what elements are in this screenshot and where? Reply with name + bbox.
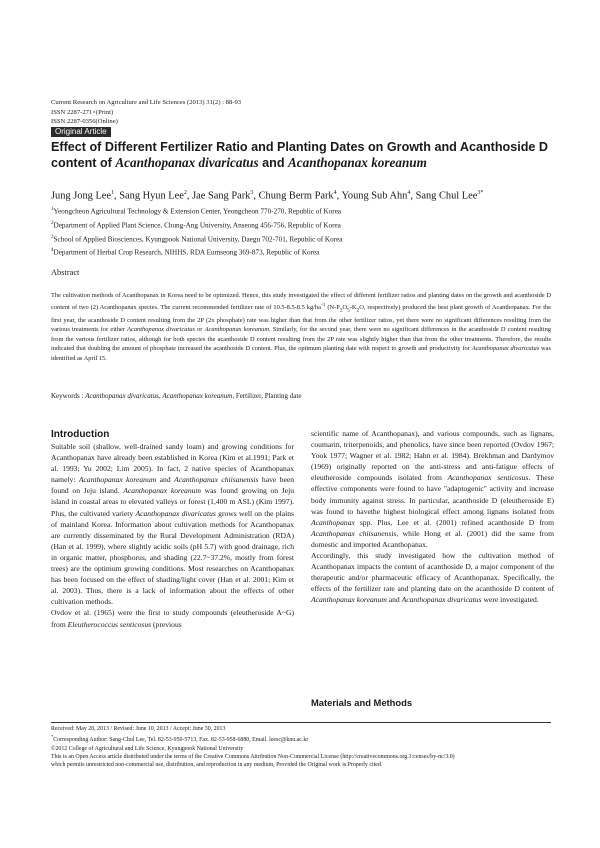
abstract-span: (N-P: [325, 303, 340, 311]
affiliation-text: Yeongcheon Agricultural Technology & Extension Center, Yeongcheon 770-270, Republic of Korea: [53, 207, 342, 216]
author-list: Jung Jong Lee$^1$, Sang Hyun Lee$^2$, Jae Sang Park$^3$, Chung Berm Park$^4$, Young Sub Ahn$^4$, Sang Chul Lee$^{3*}$: [51, 190, 484, 202]
title-species-1: Acanthopanax divaricatus: [115, 155, 259, 170]
affiliation-sup: 4: [51, 248, 54, 254]
title-text: Effect of Different Fertilizer Ratio and Planting Dates on Growth and Acanthoside D content of: [51, 140, 549, 170]
author-sup: 3: [250, 190, 254, 196]
article-title: [51, 140, 571, 171]
author-sup: 4: [407, 190, 411, 196]
abstract-span: The cultivation methods of Acanthopanax in Korea need to be optimized. Hence, this study investigated the effect of different fertilizer ratios and planting dates on the growth and acanthoside D content of two (2) Acanthopanax species. The current recommended fertilizer rate of 10.5-8.5-8.5 kg/ha: [51, 292, 551, 311]
intro-paragraph: [51, 607, 294, 629]
affiliation-sup: 3: [51, 234, 54, 240]
received-dates: Received: May 20, 2013 / Revised: June 10, 2013 / Accept: June 30, 2013: [51, 726, 226, 732]
abstract-span: O: [342, 303, 348, 311]
intro-span: grows well on the plains of mainland Korea. Information about cultivation methods for Acanthopanax are currently disseminated by the Rural Development Administration (RDA) (Han et al. 1999), where slightly acidic soils (pH 5.7) with good drainage, rich in organic matter, phosphorus, and shading (22.7~37.2%, mostly from forest trees) are the optimum growing conditions. Most researches on Acanthopanax has been focused on the effect of shading/light cover (Han et al. 2001; Kim et al. 2003). Thus, there is a lack of information about the effects of other cultivation methods.: [51, 508, 294, 607]
intro-species: Acanthopanax koreanum: [123, 486, 201, 496]
corresponding-author: [51, 733, 551, 744]
author-name: Jae Sang Park: [192, 190, 251, 202]
keywords: [51, 392, 301, 400]
abstract-species: Acanthopanax divaricatus: [127, 326, 195, 334]
abstract-span: or: [194, 326, 205, 334]
intro-span: . These effective components were found to have "adaptogenic" activity and increase body immunity against stress. In particular, acanthoside D (eleutheroside E) was found to havethe highest biological effect among lignans isolated from: [311, 473, 555, 516]
intro-span: have been found on Jeju island.: [51, 475, 295, 496]
affiliation-text: Department of Herbal Crop Research, NIHHS, RDA Eumseong 369-873, Republic of Korea: [53, 248, 320, 257]
affiliation-text: Department of Applied Plant Science, Chung-Ang University, Anseong 456-756, Republic of Korea: [53, 221, 341, 230]
author-sup: 1: [111, 190, 115, 196]
intro-span: scientific name of Acanthopanax), and various compounds, such as lignans, coumarin, triterpenoids, and phenolics, have since been reported (Ovdov 1967; Yook 1977; Wagner et al. 1982; Hahn et al. 1984). Brekhman and Dardymov (1969) originally reported on the anti-stress and anti-fatigue effects of eleutheroside compounds isolated from: [311, 429, 554, 483]
abstract-span: was identified as April 15.: [51, 345, 551, 362]
intro-span: , while Hong et al. (2001) did the same from domestic and imported Acanthopanax.: [311, 528, 554, 549]
affiliation-text: School of Applied Biosciences, Kyungpook National University, Daegu 702-701, Republic of Korea: [53, 234, 343, 243]
intro-species: Eleutherococcus senticosus: [67, 619, 152, 629]
abstract-species: Acanthopanax koreanum: [204, 326, 269, 334]
affiliation: [51, 232, 551, 246]
journal-info: [51, 98, 241, 127]
intro-species: Acanthopanax divaricatus: [135, 508, 216, 518]
intro-span: and: [386, 595, 402, 605]
article-type-badge: Original Article: [51, 127, 111, 137]
affiliation-sup: 1: [51, 207, 54, 212]
journal-citation: Current Research on Agriculture and Life Sciences (2013) 31(2) : 88-93: [51, 99, 242, 106]
keyword: Acanthopanax koreanum: [162, 392, 233, 400]
intro-span: Ovdov et al. (1965) were the first to study compounds (eleutheroside A~G) from: [51, 608, 294, 629]
author-sup: 3*: [477, 190, 484, 196]
keyword: , Fertilizer, Planting date: [232, 392, 302, 400]
intro-species: Acanthopanax senticosus: [447, 473, 529, 483]
intro-span: were investigated.: [481, 595, 539, 605]
column-left: [51, 428, 294, 630]
intro-paragraph: [311, 550, 554, 605]
affiliation: [51, 204, 551, 218]
intro-species: Acanthopanax koreanum: [311, 595, 387, 605]
author-sup: 4: [333, 190, 337, 196]
author-name: Chung Berm Park: [258, 190, 334, 202]
intro-span: was found growing on Jeju island in coastal areas to elevated valleys or forest (1,400 m ASL) (Kim 1997). Plus, the cultivated variety: [51, 486, 294, 518]
abstract-heading: Abstract: [51, 268, 80, 277]
abstract-span: -K: [349, 303, 357, 311]
license-line-2: which permits unrestricted non-commercial use, distribution, and reproduction in any medium, Provided the Original work is Properly cited.: [51, 762, 383, 769]
introduction-heading: Introduction: [51, 429, 110, 440]
intro-span: (previous: [151, 619, 182, 629]
author-name: Sang Chul Lee: [415, 190, 478, 202]
footer-notes: [51, 725, 551, 769]
author-name: Sang Hyun Lee: [119, 190, 184, 202]
copyright: ©2012 College of Agricultural and Life Science, Kyungpook National University: [51, 745, 244, 752]
issn-online: ISSN 2287-0356(Online): [51, 118, 118, 126]
corr-text: Corresponding Author: Sang-Chul Lee, Tel. 82-53-950-5713, Fax. 82-53-958-6880, Email. leesc@knu.ac.kr: [53, 737, 309, 744]
intro-species: Acanthopanax chiisanensis: [174, 475, 259, 485]
license-line-1: This is an Open Access article distributed under the terms of the Creative Commons Attribution Non-Commercial License (http://creativecommons.org.1:censes/by-nc/3.0): [51, 753, 455, 760]
title-species-2: Acanthopanax koreanum: [288, 155, 427, 170]
intro-species: Acanthopanax chiisanensis: [311, 528, 397, 538]
abstract-span: O, respectively) produced the best plant growth of Acanthopanax. For the first year, the acanthoside D content resulting from the 2P (2x phosphate) rate was higher than that from the other fertilizer ratios, yet there were no significant differences resulting from the various treatments for either: [51, 303, 551, 334]
intro-span: and: [156, 475, 175, 485]
abstract-text: The cultivation methods of Acanthopanax in Korea need to be optimized. Hence, this study investigated the effect of different fertilizer ratios and planting dates on the growth and acanthoside D content of two (2) Acanthopanax species. The current recommended fertilizer rate of 10.5-8.5-8.5 $kg/ha^{-1}$ ($N-P_2O_5-K_2O$, respectively) produced the best plant growth of Acanthopanax. For the first year, the acanthoside D content resulting from the 2P (2x phosphate) rate was higher than that from the other fertilizer ratios, yet there were no significant differences resulting from the various treatments for either Acanthopanax divaricatus or Acanthopanax koreanum. Similarly, for the second year, there were no significant differences in the acanthoside D content resulting from the various fertilizer ratios, although for both species the acanthoside D content resulting from the 2P rate was slightly higher than that from the other treatments. Therefore, the results indicated that doubling the amount of phosphate increased the acanthoside D content. Plus, the optimum planting date with respect to growth and productivity for Acanthopanax divaricatus was identified as April 15.: [51, 292, 552, 362]
abstract-span: . Similarly, for the second year, there were no significant differences in the acanthoside D content resulting from the various fertilizer ratios, although for both species the acanthoside D content resulting from the 2P rate was slightly higher than that from the other treatments. Therefore, the results indicated that doubling the amount of phosphate increased the acanthoside D content. Plus, the optimum planting date with respect to growth and productivity for: [51, 326, 552, 353]
column-right: [311, 428, 554, 606]
issn-print: ISSN 2287-271×(Print): [51, 108, 114, 116]
intro-span: Suitable soil (shallow, well-drained sandy loam) and growing conditions for Acanthopanax have already been established in Korea (Kim et al.1991; Park et al. 1993; Yu 2002; Lim 2005). In fact, 2 native species of Acanthopanax namely:: [51, 442, 294, 485]
keyword-sep: ,: [158, 392, 163, 400]
affiliations: [51, 204, 551, 259]
abstract-species: Acanthopanax divaricatus: [471, 345, 540, 353]
intro-species: Acanthopanax koreanum: [78, 475, 157, 485]
intro-paragraph: [311, 428, 554, 550]
affiliation-sup: 2: [51, 220, 54, 226]
methods-heading: Materials and Methods: [311, 697, 413, 708]
author-sup: 2: [183, 190, 187, 196]
intro-paragraph: [51, 441, 294, 607]
intro-span: spp. Plus, Lee et al. (2001) refined acanthoside D from: [354, 517, 554, 527]
author-name: Young Sub Ahn: [341, 190, 408, 202]
affiliation: [51, 218, 551, 232]
keyword: Acanthopanax divaricatus: [85, 392, 159, 400]
keywords-label: Keywords :: [51, 392, 86, 400]
intro-species: Acanthopanax divaricatus: [401, 595, 482, 605]
affiliation: [51, 245, 551, 259]
intro-span: Accordingly, this study investigated how the cultivation method of Acanthopanax impacts the content of acanthoside D, a major component of the therapeutic and/or pharmaceutic efficacy of Acanthopanax. Specifically, the effects of the fertilizer rate and planting date on the acanthoside D content of: [311, 551, 554, 594]
corr-sup: *: [51, 734, 54, 740]
title-and: and: [258, 156, 289, 170]
intro-species: Acanthopanax: [311, 517, 355, 527]
footer-rule: [51, 722, 551, 723]
author-name: Jung Jong Lee: [51, 190, 112, 202]
